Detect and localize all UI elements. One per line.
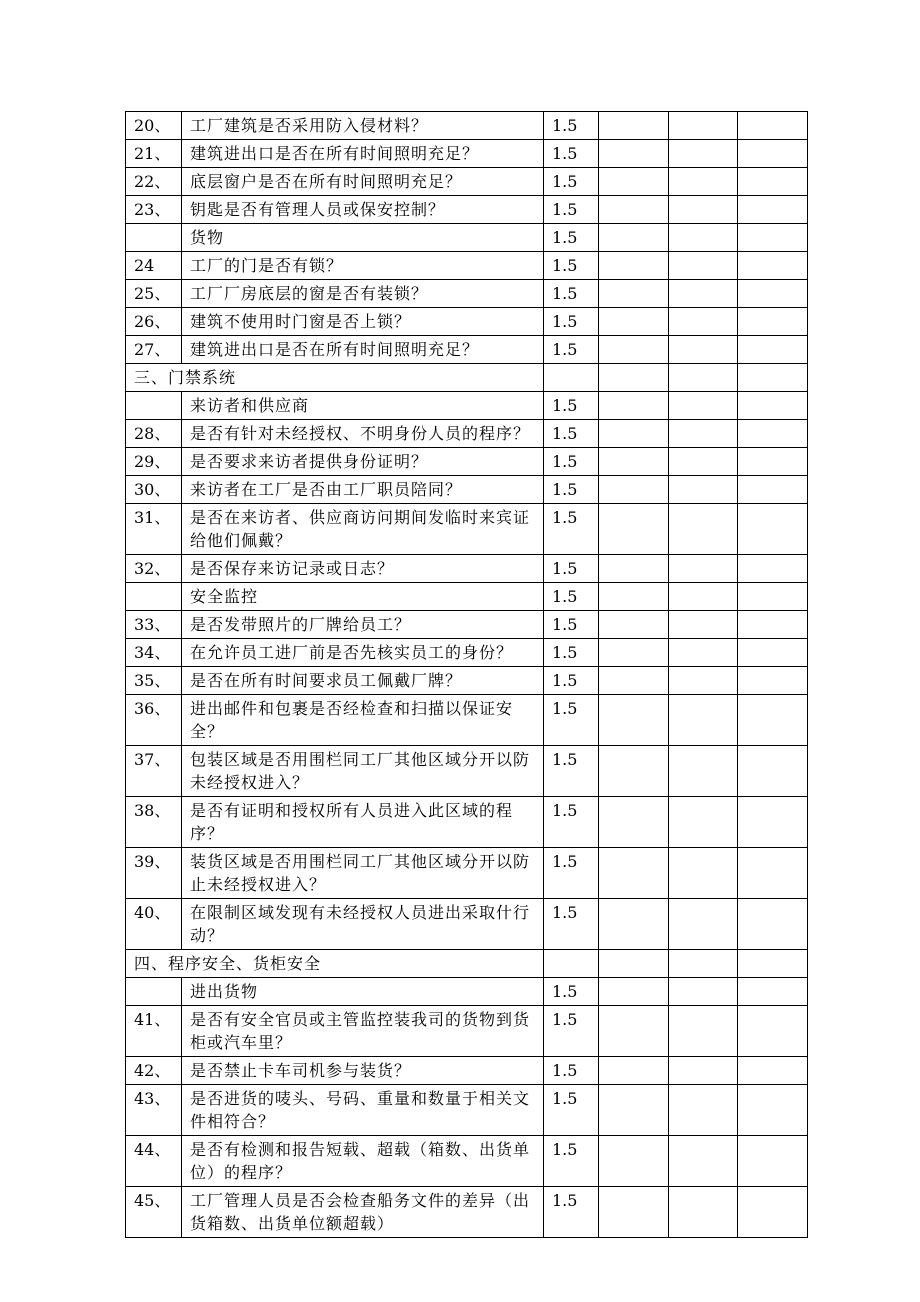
blank-cell: [669, 555, 738, 583]
item-number-cell: 22、: [126, 168, 182, 196]
item-question-cell: 是否进货的唛头、号码、重量和数量于相关文件相符合？: [182, 1085, 544, 1136]
item-score-cell: 1.5: [544, 280, 599, 308]
table-row: [126, 667, 808, 695]
table-row: [126, 1085, 808, 1136]
item-number-cell: 21、: [126, 140, 182, 168]
item-score-cell: 1.5: [544, 746, 599, 797]
blank-cell: [738, 1057, 808, 1085]
table-row: [126, 392, 808, 420]
item-question-cell: 装货区域是否用围栏同工厂其他区域分开以防止未经授权进入？: [182, 848, 544, 899]
item-question-cell: 在限制区域发现有未经授权人员进出采取什行动？: [182, 899, 544, 950]
item-number-cell: 39、: [126, 848, 182, 899]
blank-cell: [669, 583, 738, 611]
blank-cell: [738, 695, 808, 746]
item-number-cell: [126, 978, 182, 1006]
item-number-cell: 23、: [126, 196, 182, 224]
blank-cell: [599, 667, 669, 695]
item-question-cell: 货物: [182, 224, 544, 252]
item-question-cell: 包装区域是否用围栏同工厂其他区域分开以防未经授权进入？: [182, 746, 544, 797]
table-row: [126, 224, 808, 252]
blank-cell: [599, 112, 669, 140]
checklist-body: [126, 112, 808, 1238]
item-question-cell: 钥匙是否有管理人员或保安控制？: [182, 196, 544, 224]
blank-cell: [669, 476, 738, 504]
blank-cell: [669, 848, 738, 899]
blank-cell: [669, 899, 738, 950]
item-number-cell: 45、: [126, 1187, 182, 1238]
blank-cell: [738, 899, 808, 950]
item-score-cell: 1.5: [544, 308, 599, 336]
blank-cell: [738, 1006, 808, 1057]
blank-cell: [599, 950, 669, 978]
blank-cell: [599, 280, 669, 308]
table-row: [126, 583, 808, 611]
blank-cell: [738, 667, 808, 695]
item-score-cell: 1.5: [544, 336, 599, 364]
table-row: [126, 308, 808, 336]
item-number-cell: 43、: [126, 1085, 182, 1136]
item-score-cell: 1.5: [544, 196, 599, 224]
item-score-cell: 1.5: [544, 1187, 599, 1238]
table-row: [126, 746, 808, 797]
blank-cell: [738, 797, 808, 848]
table-row: [126, 899, 808, 950]
blank-cell: [738, 392, 808, 420]
section-heading: 四、程序安全、货柜安全: [126, 950, 544, 978]
item-score-cell: 1.5: [544, 667, 599, 695]
blank-cell: [738, 420, 808, 448]
item-number-cell: 42、: [126, 1057, 182, 1085]
item-question-cell: 是否保存来访记录或日志？: [182, 555, 544, 583]
item-score-cell: 1.5: [544, 504, 599, 555]
blank-cell: [669, 1136, 738, 1187]
blank-cell: [544, 364, 599, 392]
item-score-cell: 1.5: [544, 1006, 599, 1057]
item-question-cell: 来访者在工厂是否由工厂职员陪同？: [182, 476, 544, 504]
blank-cell: [738, 555, 808, 583]
item-question-cell: 工厂建筑是否采用防入侵材料？: [182, 112, 544, 140]
blank-cell: [669, 950, 738, 978]
item-number-cell: 26、: [126, 308, 182, 336]
blank-cell: [669, 308, 738, 336]
blank-cell: [599, 448, 669, 476]
table-row: [126, 252, 808, 280]
blank-cell: [599, 555, 669, 583]
item-question-cell: 安全监控: [182, 583, 544, 611]
blank-cell: [599, 196, 669, 224]
blank-cell: [599, 504, 669, 555]
blank-cell: [599, 899, 669, 950]
checklist-table: [125, 111, 808, 1238]
table-row: [126, 112, 808, 140]
blank-cell: [738, 196, 808, 224]
blank-cell: [669, 140, 738, 168]
blank-cell: [599, 978, 669, 1006]
item-score-cell: 1.5: [544, 140, 599, 168]
blank-cell: [738, 639, 808, 667]
blank-cell: [669, 667, 738, 695]
blank-cell: [669, 392, 738, 420]
item-score-cell: 1.5: [544, 583, 599, 611]
blank-cell: [669, 1187, 738, 1238]
item-question-cell: 进出邮件和包裹是否经检查和扫描以保证安全？: [182, 695, 544, 746]
blank-cell: [599, 695, 669, 746]
item-score-cell: 1.5: [544, 611, 599, 639]
blank-cell: [738, 476, 808, 504]
table-row: [126, 695, 808, 746]
item-score-cell: 1.5: [544, 899, 599, 950]
blank-cell: [738, 504, 808, 555]
item-question-cell: 是否有检测和报告短载、超载（箱数、出货单位）的程序？: [182, 1136, 544, 1187]
blank-cell: [669, 196, 738, 224]
item-score-cell: 1.5: [544, 224, 599, 252]
item-number-cell: 33、: [126, 611, 182, 639]
table-row: [126, 196, 808, 224]
table-row: [126, 140, 808, 168]
item-number-cell: 29、: [126, 448, 182, 476]
table-row: [126, 978, 808, 1006]
blank-cell: [599, 1057, 669, 1085]
item-score-cell: 1.5: [544, 848, 599, 899]
blank-cell: [738, 224, 808, 252]
item-question-cell: 是否发带照片的厂牌给员工？: [182, 611, 544, 639]
item-number-cell: 27、: [126, 336, 182, 364]
blank-cell: [669, 1085, 738, 1136]
blank-cell: [738, 168, 808, 196]
item-question-cell: 是否有证明和授权所有人员进入此区域的程序？: [182, 797, 544, 848]
blank-cell: [669, 112, 738, 140]
item-score-cell: 1.5: [544, 392, 599, 420]
item-question-cell: 是否有安全官员或主管监控装我司的货物到货柜或汽车里？: [182, 1006, 544, 1057]
table-row: [126, 336, 808, 364]
blank-cell: [738, 112, 808, 140]
item-number-cell: 20、: [126, 112, 182, 140]
blank-cell: [669, 364, 738, 392]
item-number-cell: 40、: [126, 899, 182, 950]
table-row: [126, 448, 808, 476]
blank-cell: [599, 224, 669, 252]
blank-cell: [669, 336, 738, 364]
blank-cell: [599, 252, 669, 280]
blank-cell: [738, 280, 808, 308]
item-number-cell: 44、: [126, 1136, 182, 1187]
blank-cell: [738, 1085, 808, 1136]
blank-cell: [669, 695, 738, 746]
item-number-cell: 31、: [126, 504, 182, 555]
item-number-cell: 37、: [126, 746, 182, 797]
blank-cell: [599, 392, 669, 420]
item-question-cell: 是否在来访者、供应商访问期间发临时来宾证给他们佩戴？: [182, 504, 544, 555]
blank-cell: [738, 252, 808, 280]
blank-cell: [738, 978, 808, 1006]
blank-cell: [669, 611, 738, 639]
item-score-cell: 1.5: [544, 797, 599, 848]
item-question-cell: 底层窗户是否在所有时间照明充足？: [182, 168, 544, 196]
section-row: [126, 364, 808, 392]
item-score-cell: 1.5: [544, 252, 599, 280]
table-row: [126, 611, 808, 639]
blank-cell: [669, 1057, 738, 1085]
blank-cell: [669, 420, 738, 448]
item-score-cell: 1.5: [544, 978, 599, 1006]
item-question-cell: 建筑不使用时门窗是否上锁？: [182, 308, 544, 336]
item-score-cell: 1.5: [544, 1085, 599, 1136]
blank-cell: [599, 611, 669, 639]
blank-cell: [599, 1187, 669, 1238]
section-heading: 三、门禁系统: [126, 364, 544, 392]
blank-cell: [738, 583, 808, 611]
blank-cell: [599, 848, 669, 899]
item-number-cell: [126, 392, 182, 420]
blank-cell: [738, 950, 808, 978]
item-question-cell: 工厂厂房底层的窗是否有装锁？: [182, 280, 544, 308]
blank-cell: [599, 140, 669, 168]
blank-cell: [599, 420, 669, 448]
item-question-cell: 在允许员工进厂前是否先核实员工的身份？: [182, 639, 544, 667]
blank-cell: [599, 797, 669, 848]
blank-cell: [738, 746, 808, 797]
blank-cell: [669, 504, 738, 555]
table-row: [126, 168, 808, 196]
table-row: [126, 1136, 808, 1187]
item-score-cell: 1.5: [544, 1136, 599, 1187]
blank-cell: [738, 448, 808, 476]
item-score-cell: 1.5: [544, 420, 599, 448]
table-row: [126, 476, 808, 504]
blank-cell: [669, 448, 738, 476]
item-number-cell: 34、: [126, 639, 182, 667]
table-row: [126, 639, 808, 667]
item-score-cell: 1.5: [544, 448, 599, 476]
table-row: [126, 1057, 808, 1085]
blank-cell: [599, 336, 669, 364]
item-question-cell: 是否有针对未经授权、不明身份人员的程序？: [182, 420, 544, 448]
item-question-cell: 来访者和供应商: [182, 392, 544, 420]
item-score-cell: 1.5: [544, 555, 599, 583]
blank-cell: [669, 252, 738, 280]
item-question-cell: 工厂管理人员是否会检查船务文件的差异（出货箱数、出货单位额超载）: [182, 1187, 544, 1238]
blank-cell: [599, 746, 669, 797]
table-row: [126, 280, 808, 308]
blank-cell: [599, 583, 669, 611]
item-score-cell: 1.5: [544, 168, 599, 196]
item-question-cell: 是否禁止卡车司机参与装货？: [182, 1057, 544, 1085]
blank-cell: [669, 224, 738, 252]
item-number-cell: 28、: [126, 420, 182, 448]
table-row: [126, 504, 808, 555]
item-number-cell: 38、: [126, 797, 182, 848]
item-number-cell: [126, 583, 182, 611]
item-score-cell: 1.5: [544, 695, 599, 746]
blank-cell: [669, 1006, 738, 1057]
blank-cell: [599, 639, 669, 667]
blank-cell: [669, 280, 738, 308]
blank-cell: [738, 140, 808, 168]
blank-cell: [599, 364, 669, 392]
table-row: [126, 797, 808, 848]
blank-cell: [738, 308, 808, 336]
table-row: [126, 1187, 808, 1238]
blank-cell: [738, 336, 808, 364]
blank-cell: [599, 168, 669, 196]
item-number-cell: 36、: [126, 695, 182, 746]
item-question-cell: 进出货物: [182, 978, 544, 1006]
item-score-cell: 1.5: [544, 112, 599, 140]
item-number-cell: 30、: [126, 476, 182, 504]
blank-cell: [669, 797, 738, 848]
item-question-cell: 建筑进出口是否在所有时间照明充足？: [182, 140, 544, 168]
blank-cell: [669, 639, 738, 667]
blank-cell: [599, 308, 669, 336]
item-number-cell: [126, 224, 182, 252]
section-row: [126, 950, 808, 978]
blank-cell: [738, 1187, 808, 1238]
table-row: [126, 1006, 808, 1057]
item-question-cell: 建筑进出口是否在所有时间照明充足？: [182, 336, 544, 364]
blank-cell: [669, 978, 738, 1006]
blank-cell: [669, 168, 738, 196]
blank-cell: [738, 364, 808, 392]
table-row: [126, 555, 808, 583]
item-question-cell: 工厂的门是否有锁？: [182, 252, 544, 280]
item-score-cell: 1.5: [544, 476, 599, 504]
item-score-cell: 1.5: [544, 639, 599, 667]
blank-cell: [669, 746, 738, 797]
table-row: [126, 420, 808, 448]
blank-cell: [599, 476, 669, 504]
item-number-cell: 25、: [126, 280, 182, 308]
item-number-cell: 24: [126, 252, 182, 280]
blank-cell: [738, 1136, 808, 1187]
blank-cell: [738, 611, 808, 639]
item-number-cell: 32、: [126, 555, 182, 583]
table-row: [126, 848, 808, 899]
item-score-cell: 1.5: [544, 1057, 599, 1085]
blank-cell: [544, 950, 599, 978]
blank-cell: [599, 1136, 669, 1187]
item-number-cell: 41、: [126, 1006, 182, 1057]
item-question-cell: 是否在所有时间要求员工佩戴厂牌？: [182, 667, 544, 695]
blank-cell: [599, 1085, 669, 1136]
item-question-cell: 是否要求来访者提供身份证明？: [182, 448, 544, 476]
item-number-cell: 35、: [126, 667, 182, 695]
blank-cell: [738, 848, 808, 899]
blank-cell: [599, 1006, 669, 1057]
